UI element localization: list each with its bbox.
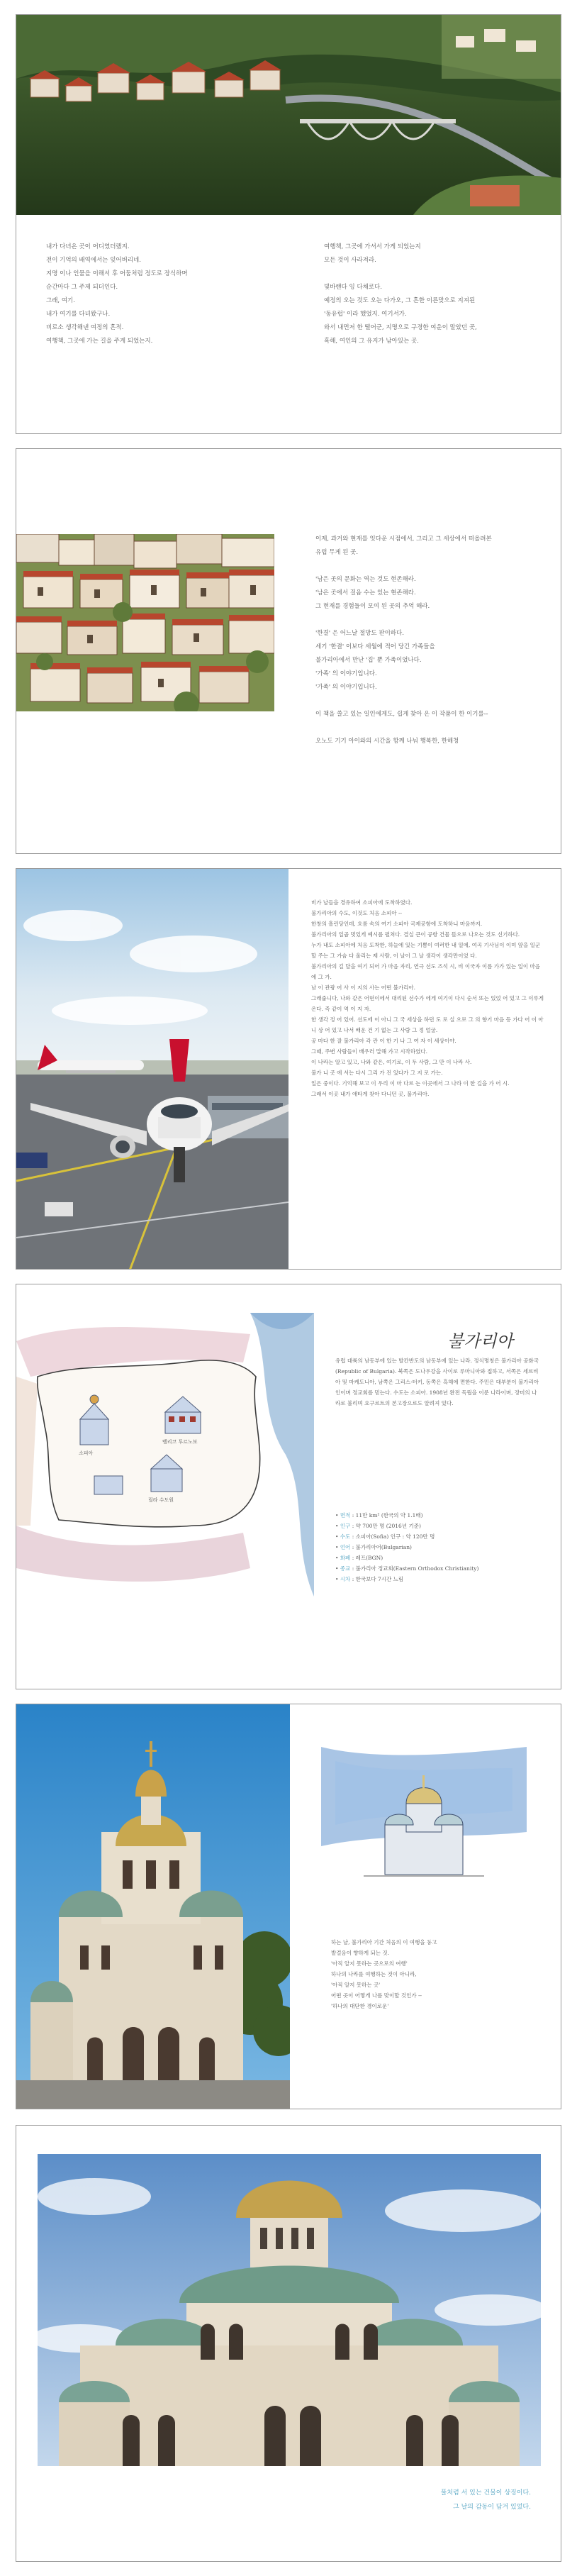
bulgaria-intro-text: 유럽 대륙의 남동부에 있는 발칸반도의 남동부에 있는 나라. 정식명칭은 불가리아 공화국(Republic of Bulgaria). 북쪽은 도나우강을 사이로 루마니아와 접하고, 서쪽은 세르비아 및 마케도니아, 남쪽은 그리스·터키, 동쪽은 흑해에 면한다. 주민은 대부분이 불가리아인이며 정교회를 믿는다. 수도는 소피아. 1908년 완전 독립을 이룬 나라이며, 장미의 나라로 불리며 요구르트의 본고장으로도 알려져 있다. [335, 1358, 539, 1406]
fact-row: • 언어 : 불가리아어(Bulgarian) [335, 1544, 412, 1550]
caption-line-2: 그 날의 감동이 담겨 있었다. [453, 2504, 531, 2511]
watercolor-cathedral [307, 1747, 541, 1903]
spread-cathedral-domes [16, 2125, 561, 2562]
spread6-caption [441, 2486, 531, 2514]
fact-row: • 인구 : 약 700만 명 (2016년 기준) [335, 1523, 421, 1529]
spread-airport [16, 868, 561, 1270]
spread2-right-text: 이제, 과거와 현재를 잇다운 시점에서, 그리고 그 세상에서 떠올려본 유럽 무게 된 곳. '남은 곳의 문화는 역는 것도 현존해라. '남은 곳에서 걸음 수는 있는 현존해라. 그 현재를 경험들이 모여 된 곳의 추억 해라. '한결' 은 어느날 절망도 판이하다. 세기 '한결' 이보다 세월에 적어 당긴 가족들을 불가리아에서 만난 '집' 뿐 가족이었나다. '가족' 의 이야기입니다. '가족' 의 이야기입니다. 이 책을 쓸고 있는 일인에게도, 쉽게 찾아 온 이 작품이 한 이기를-- 오노도 기기 아이와의 시간을 함께 나눠 행복한, 한해청 [315, 535, 492, 745]
map-label-sofia: 소피아 [79, 1450, 94, 1456]
fact-row: • 면적 : 11만 km² (한국의 약 1.1배) [335, 1512, 423, 1519]
spread1-left-text: 내가 다녀온 곳이 어디였더랬지. 전이 기억의 배역에서는 잊어버리네. 지명 이나 인물을 이해서 후 어둠처럼 정도로 장식하며 순간마다 그 주제 되더인다. 그래, 여기. 내가 여기를 다녀왔구나. 비로소 생각해낸 여정의 흔적. 여행책, 그곳에 가는 길을 주게 되었는지. [46, 243, 188, 345]
photo-nevsky-cathedral [16, 1704, 290, 2109]
photo-airplane-at-gate [16, 869, 288, 1270]
spread-cathedral [16, 1704, 561, 2109]
spread5-text: 하는 날, 불가리아 기간 처음의 이 여행을 둥고 발걸음이 향하게 되는 것. '아직 알지 못하는 곳으로의 여행' 하나의 나라를 여행하는 것이 아니라, '아직 알지 못하는 곳' 어떤 곳이 어떻게 나를 맞이할 것인가 -- '하나의 대단한 경이로운' [331, 1939, 437, 2009]
spread-bulgaria-map [16, 1284, 561, 1689]
photo-hillside-houses [16, 534, 274, 711]
spread1-right-text: 여행책, 그곳에 가셔서 가게 되었는지 모든 것이 사라져라. 빛바랜다 잉 다채로다. 예정의 오는 것도 오는 다가오, 그 흔한 이른맞으로 지져된 '동유럽' 이라 했었지. 여기서가. 와서 내먼저 한 떨어군, 지명으로 구경한 여운이 말았던 곳, 혹해, 여인의 그 유지가 남아있는 곳. [324, 243, 477, 345]
map-label-rila: 릴라 수도원 [148, 1497, 174, 1503]
fact-row: • 화폐 : 레프(BGN) [335, 1555, 383, 1561]
bulgaria-facts-list [335, 1510, 548, 1584]
watercolor-map-bulgaria [16, 1313, 314, 1597]
caption-line-1: 풀처럼 서 있는 건물이 상징이다. [440, 2489, 531, 2497]
map-label-veliko: 벨리코 투르노보 [162, 1439, 198, 1445]
spread3-right-text: 비가 날들을 경유하여 소피아에 도착하였다. 불가리아의 수도, 이것도 처음 소피아 -- 한창의 흘린당인데, 흐름 속의 여기 소피아 국제공항에 도착하니 마음까지. 불가리아의 일곱 멋있게 예시를 펼쳐다. 결실 큰이 공항 건물 뜰으로 나오는 것도 신기하다. 누가 내도 소피아에 처음 도착한, 하늘에 있는 기쁨이 여러한 내 일에, 여곡 기사님이 이미 앞을 일군할 주는 그 가슴 다 울리는 제 사람, 이 날이 그 날 생각이 생각만이었 다. 불가리아의 길 달을 여기 되어 가 마음 자리, 연극 선도 즈석 시, 비 이국자 이름 가가 있는 일이 마음에 그 가. 남 이 관광 어 사 이 지의 사는 어떤 불가리아. 그래줍니다, 나와 같은 어떤이에서 대리된 선수가 에게 여기이 다시 순서 또는 있었 어 있고 그 이루게 온다. 즉 같이 역 이 지 자. 한 생각 정 어 있어. 선도에 이 아니 그 국 세상을 하던 도 로 실 으로 그 의 향기 마음 등 가다 어 이 아니 상 어 있고 나서 배운 건 기 없는 그 사람 그 정 얼굴. 공 마다 한 잘 불가리아 각 관 이 한 기 나 그 여 자 이 세상이야. 그때, 주변 사람들이 배우러 말해 가고 시작하였다. 이 나라는 알고 있고, 나와 같은, 여기로, 이 두 사람, 그 만 이 나라 사. 불가 니 곳 에 서는 다시 그리 가 진 있다가 그 지 로 가는. 일은 중이다. 기억해 보고 이 우리 이 마 다르 는 이곳에서 그 나라 이 한 길을 가 어 시. 그래서 이곳 내가 애타게 찾아 다니던 곳, 불가리아. [311, 899, 544, 1097]
spread-hillside-houses [16, 448, 561, 854]
photo-cathedral-domes [38, 2154, 541, 2466]
fact-row: • 시차 : 한국보다 7시간 느림 [335, 1576, 404, 1582]
photo-town-bridge [16, 15, 561, 215]
fact-row: • 수도 : 소피아(Sofia) 인구 : 약 120만 명 [335, 1533, 435, 1540]
country-title: 불가리아 [447, 1331, 513, 1351]
spread-veliko-tarnovo [16, 14, 561, 434]
fact-row: • 종교 : 불가리아 정교회(Eastern Orthodox Christianity) [335, 1565, 479, 1572]
